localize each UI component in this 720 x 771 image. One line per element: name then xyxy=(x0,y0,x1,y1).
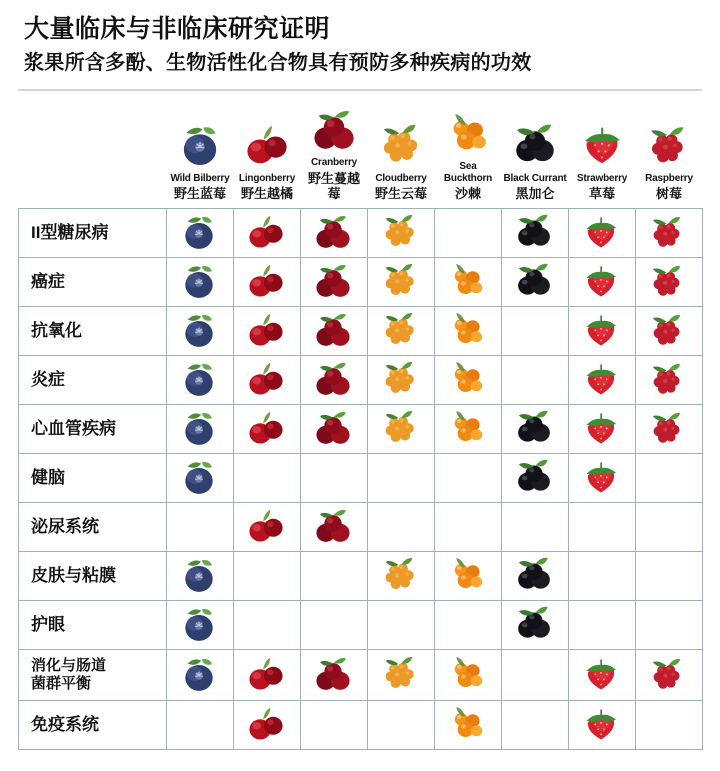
strawberry-icon xyxy=(579,652,625,694)
raspberry-icon xyxy=(646,210,692,252)
cell-lingonberry xyxy=(234,700,301,749)
column-name-en: Sea Buckthorn xyxy=(443,161,493,184)
cell-bilberry xyxy=(167,551,234,600)
seabuckthorn-icon xyxy=(445,652,491,694)
cell-cranberry xyxy=(301,404,368,453)
cell-bilberry xyxy=(167,355,234,404)
cloudberry-icon xyxy=(378,357,424,399)
lingonberry-icon xyxy=(244,259,290,301)
cell-cranberry xyxy=(301,306,368,355)
cranberry-icon xyxy=(311,259,357,301)
cell-cranberry xyxy=(301,502,368,551)
column-header-strawberry xyxy=(569,91,636,208)
page-title: 大量临床与非临床研究证明 xyxy=(24,15,331,43)
blackcurrant-icon xyxy=(512,259,558,301)
cell-blackcurrant xyxy=(502,306,569,355)
cell-bilberry xyxy=(167,306,234,355)
blueberry-icon xyxy=(177,602,223,644)
cell-blackcurrant xyxy=(502,551,569,600)
page-subtitle: 浆果所含多酚、生物活性化合物具有预防多种疾病的功效 xyxy=(24,52,532,75)
blackcurrant-icon xyxy=(504,107,567,169)
cell-cranberry xyxy=(301,551,368,600)
benefits-table xyxy=(18,91,703,750)
cell-blackcurrant xyxy=(502,600,569,649)
table-corner xyxy=(19,91,167,208)
cell-blackcurrant xyxy=(502,649,569,700)
seabuckthorn-icon xyxy=(445,553,491,595)
cell-raspberry xyxy=(636,600,703,649)
cell-strawberry xyxy=(569,551,636,600)
column-name-en: Black Currant xyxy=(503,172,567,184)
cell-blackcurrant xyxy=(502,700,569,749)
table-wrapper xyxy=(18,91,702,750)
table-row xyxy=(19,257,703,306)
column-name-zh: 野生蓝莓 xyxy=(173,186,226,202)
column-name-zh: 黑加仑 xyxy=(515,186,555,202)
cranberry-icon xyxy=(311,210,357,252)
cell-lingonberry xyxy=(234,649,301,700)
seabuckthorn-icon xyxy=(437,95,500,157)
blackcurrant-icon xyxy=(512,455,558,497)
cell-lingonberry xyxy=(234,257,301,306)
table-row xyxy=(19,502,703,551)
raspberry-icon xyxy=(646,652,692,694)
blueberry-icon xyxy=(177,455,223,497)
cell-blackcurrant xyxy=(502,257,569,306)
row-label: 泌尿系统 xyxy=(19,502,167,551)
cell-blackcurrant xyxy=(502,355,569,404)
column-header-lingonberry xyxy=(234,91,301,208)
cell-seabuckthorn xyxy=(435,404,502,453)
row-label xyxy=(19,649,167,700)
seabuckthorn-icon xyxy=(445,259,491,301)
cloudberry-icon xyxy=(378,259,424,301)
row-label: 癌症 xyxy=(19,257,167,306)
strawberry-icon xyxy=(579,406,625,448)
cranberry-icon xyxy=(311,406,357,448)
lingonberry-icon xyxy=(244,210,290,252)
blueberry-icon xyxy=(177,652,223,694)
cell-raspberry xyxy=(636,208,703,257)
table-row xyxy=(19,355,703,404)
cell-cloudberry xyxy=(368,404,435,453)
strawberry-icon xyxy=(571,107,634,169)
blackcurrant-icon xyxy=(512,406,558,448)
cell-blackcurrant xyxy=(502,208,569,257)
cell-blackcurrant xyxy=(502,502,569,551)
lingonberry-icon xyxy=(236,107,299,169)
raspberry-icon xyxy=(646,308,692,350)
cell-blackcurrant xyxy=(502,404,569,453)
table-row xyxy=(19,551,703,600)
raspberry-icon xyxy=(646,406,692,448)
cell-lingonberry xyxy=(234,502,301,551)
row-label: 炎症 xyxy=(19,355,167,404)
table-row xyxy=(19,208,703,257)
raspberry-icon xyxy=(638,107,701,169)
blackcurrant-icon xyxy=(512,553,558,595)
cell-raspberry xyxy=(636,355,703,404)
cell-lingonberry xyxy=(234,453,301,502)
cell-strawberry xyxy=(569,502,636,551)
cell-blackcurrant xyxy=(502,453,569,502)
row-label: 免疫系统 xyxy=(19,700,167,749)
cell-strawberry xyxy=(569,649,636,700)
cell-strawberry xyxy=(569,600,636,649)
row-label: II型糖尿病 xyxy=(19,208,167,257)
row-label: 健脑 xyxy=(19,453,167,502)
cell-seabuckthorn xyxy=(435,502,502,551)
cell-raspberry xyxy=(636,700,703,749)
blueberry-icon xyxy=(177,553,223,595)
cell-cranberry xyxy=(301,453,368,502)
cell-strawberry xyxy=(569,306,636,355)
cell-cloudberry xyxy=(368,453,435,502)
seabuckthorn-icon xyxy=(445,308,491,350)
column-name-en: Raspberry xyxy=(645,172,693,184)
column-name-en: Cranberry xyxy=(311,157,357,169)
strawberry-icon xyxy=(579,308,625,350)
cell-cloudberry xyxy=(368,700,435,749)
cell-cloudberry xyxy=(368,600,435,649)
table-head xyxy=(19,91,703,208)
cell-seabuckthorn xyxy=(435,700,502,749)
blueberry-icon xyxy=(169,107,232,169)
lingonberry-icon xyxy=(244,308,290,350)
cloudberry-icon xyxy=(378,308,424,350)
cell-strawberry xyxy=(569,404,636,453)
cranberry-icon xyxy=(311,652,357,694)
cranberry-icon xyxy=(303,91,366,153)
cell-bilberry xyxy=(167,649,234,700)
column-name-zh: 野生云莓 xyxy=(374,186,427,202)
cell-raspberry xyxy=(636,257,703,306)
lingonberry-icon xyxy=(244,357,290,399)
cloudberry-icon xyxy=(370,107,433,169)
cell-seabuckthorn xyxy=(435,551,502,600)
cell-strawberry xyxy=(569,208,636,257)
cell-cloudberry xyxy=(368,355,435,404)
table-row xyxy=(19,700,703,749)
cell-seabuckthorn xyxy=(435,649,502,700)
cell-bilberry xyxy=(167,257,234,306)
cell-seabuckthorn xyxy=(435,453,502,502)
cell-seabuckthorn xyxy=(435,208,502,257)
cell-cranberry xyxy=(301,700,368,749)
cell-cloudberry xyxy=(368,649,435,700)
cell-bilberry xyxy=(167,404,234,453)
cell-lingonberry xyxy=(234,404,301,453)
column-header-raspberry xyxy=(636,91,703,208)
cell-lingonberry xyxy=(234,600,301,649)
cell-bilberry xyxy=(167,600,234,649)
strawberry-icon xyxy=(579,210,625,252)
cell-cranberry xyxy=(301,355,368,404)
cell-strawberry xyxy=(569,257,636,306)
table-row xyxy=(19,306,703,355)
blueberry-icon xyxy=(177,406,223,448)
cell-cranberry xyxy=(301,208,368,257)
cranberry-icon xyxy=(311,357,357,399)
lingonberry-icon xyxy=(244,406,290,448)
cell-strawberry xyxy=(569,700,636,749)
row-label-line1: 消化与肠道 xyxy=(31,656,107,674)
cell-lingonberry xyxy=(234,208,301,257)
cell-raspberry xyxy=(636,502,703,551)
seabuckthorn-icon xyxy=(445,702,491,744)
row-label-line2: 菌群平衡 xyxy=(31,674,92,692)
lingonberry-icon xyxy=(244,504,290,546)
cell-raspberry xyxy=(636,404,703,453)
row-label: 护眼 xyxy=(19,600,167,649)
table-body xyxy=(19,208,703,749)
cloudberry-icon xyxy=(378,406,424,448)
cell-bilberry xyxy=(167,502,234,551)
cell-cranberry xyxy=(301,649,368,700)
cell-raspberry xyxy=(636,453,703,502)
cell-raspberry xyxy=(636,306,703,355)
table-row xyxy=(19,600,703,649)
blackcurrant-icon xyxy=(512,210,558,252)
column-name-zh: 沙棘 xyxy=(454,186,481,202)
strawberry-icon xyxy=(579,455,625,497)
cell-seabuckthorn xyxy=(435,600,502,649)
seabuckthorn-icon xyxy=(445,357,491,399)
column-header-blackcurrant xyxy=(502,91,569,208)
column-name-zh: 树莓 xyxy=(655,186,682,202)
column-header-cloudberry xyxy=(368,91,435,208)
row-label: 抗氧化 xyxy=(19,306,167,355)
strawberry-icon xyxy=(579,357,625,399)
column-name-en: Wild Bilberry xyxy=(170,172,230,184)
cell-raspberry xyxy=(636,551,703,600)
cell-bilberry xyxy=(167,453,234,502)
cell-bilberry xyxy=(167,208,234,257)
blueberry-icon xyxy=(177,259,223,301)
strawberry-icon xyxy=(579,702,625,744)
table-row xyxy=(19,649,703,700)
cell-seabuckthorn xyxy=(435,355,502,404)
column-name-en: Cloudberry xyxy=(375,172,427,184)
column-header-bilberry xyxy=(167,91,234,208)
blackcurrant-icon xyxy=(512,602,558,644)
cell-cloudberry xyxy=(368,306,435,355)
column-name-zh: 野生越橘 xyxy=(240,186,293,202)
cell-strawberry xyxy=(569,355,636,404)
column-name-en: Lingonberry xyxy=(238,172,296,184)
table-row xyxy=(19,404,703,453)
cloudberry-icon xyxy=(378,553,424,595)
row-label: 皮肤与粘膜 xyxy=(19,551,167,600)
column-name-zh: 野生蔓越莓 xyxy=(307,170,360,202)
cell-cranberry xyxy=(301,257,368,306)
column-name-zh: 草莓 xyxy=(588,186,615,202)
cell-seabuckthorn xyxy=(435,306,502,355)
raspberry-icon xyxy=(646,259,692,301)
blueberry-icon xyxy=(177,210,223,252)
cell-raspberry xyxy=(636,649,703,700)
cell-bilberry xyxy=(167,700,234,749)
header xyxy=(0,0,720,77)
row-label: 心血管疾病 xyxy=(19,404,167,453)
column-name-en: Strawberry xyxy=(576,172,628,184)
cranberry-icon xyxy=(311,308,357,350)
cell-cloudberry xyxy=(368,208,435,257)
cell-lingonberry xyxy=(234,306,301,355)
cloudberry-icon xyxy=(378,210,424,252)
cell-cloudberry xyxy=(368,502,435,551)
cell-lingonberry xyxy=(234,551,301,600)
cloudberry-icon xyxy=(378,652,424,694)
cell-cranberry xyxy=(301,600,368,649)
cranberry-icon xyxy=(311,504,357,546)
column-header-row xyxy=(19,91,703,208)
strawberry-icon xyxy=(579,259,625,301)
cell-cloudberry xyxy=(368,551,435,600)
lingonberry-icon xyxy=(244,702,290,744)
table-row xyxy=(19,453,703,502)
cell-strawberry xyxy=(569,453,636,502)
column-header-seabuckthorn xyxy=(435,91,502,208)
blueberry-icon xyxy=(177,357,223,399)
seabuckthorn-icon xyxy=(445,406,491,448)
raspberry-icon xyxy=(646,357,692,399)
column-header-cranberry xyxy=(301,91,368,208)
cell-lingonberry xyxy=(234,355,301,404)
cell-cloudberry xyxy=(368,257,435,306)
lingonberry-icon xyxy=(244,652,290,694)
cell-seabuckthorn xyxy=(435,257,502,306)
blueberry-icon xyxy=(177,308,223,350)
